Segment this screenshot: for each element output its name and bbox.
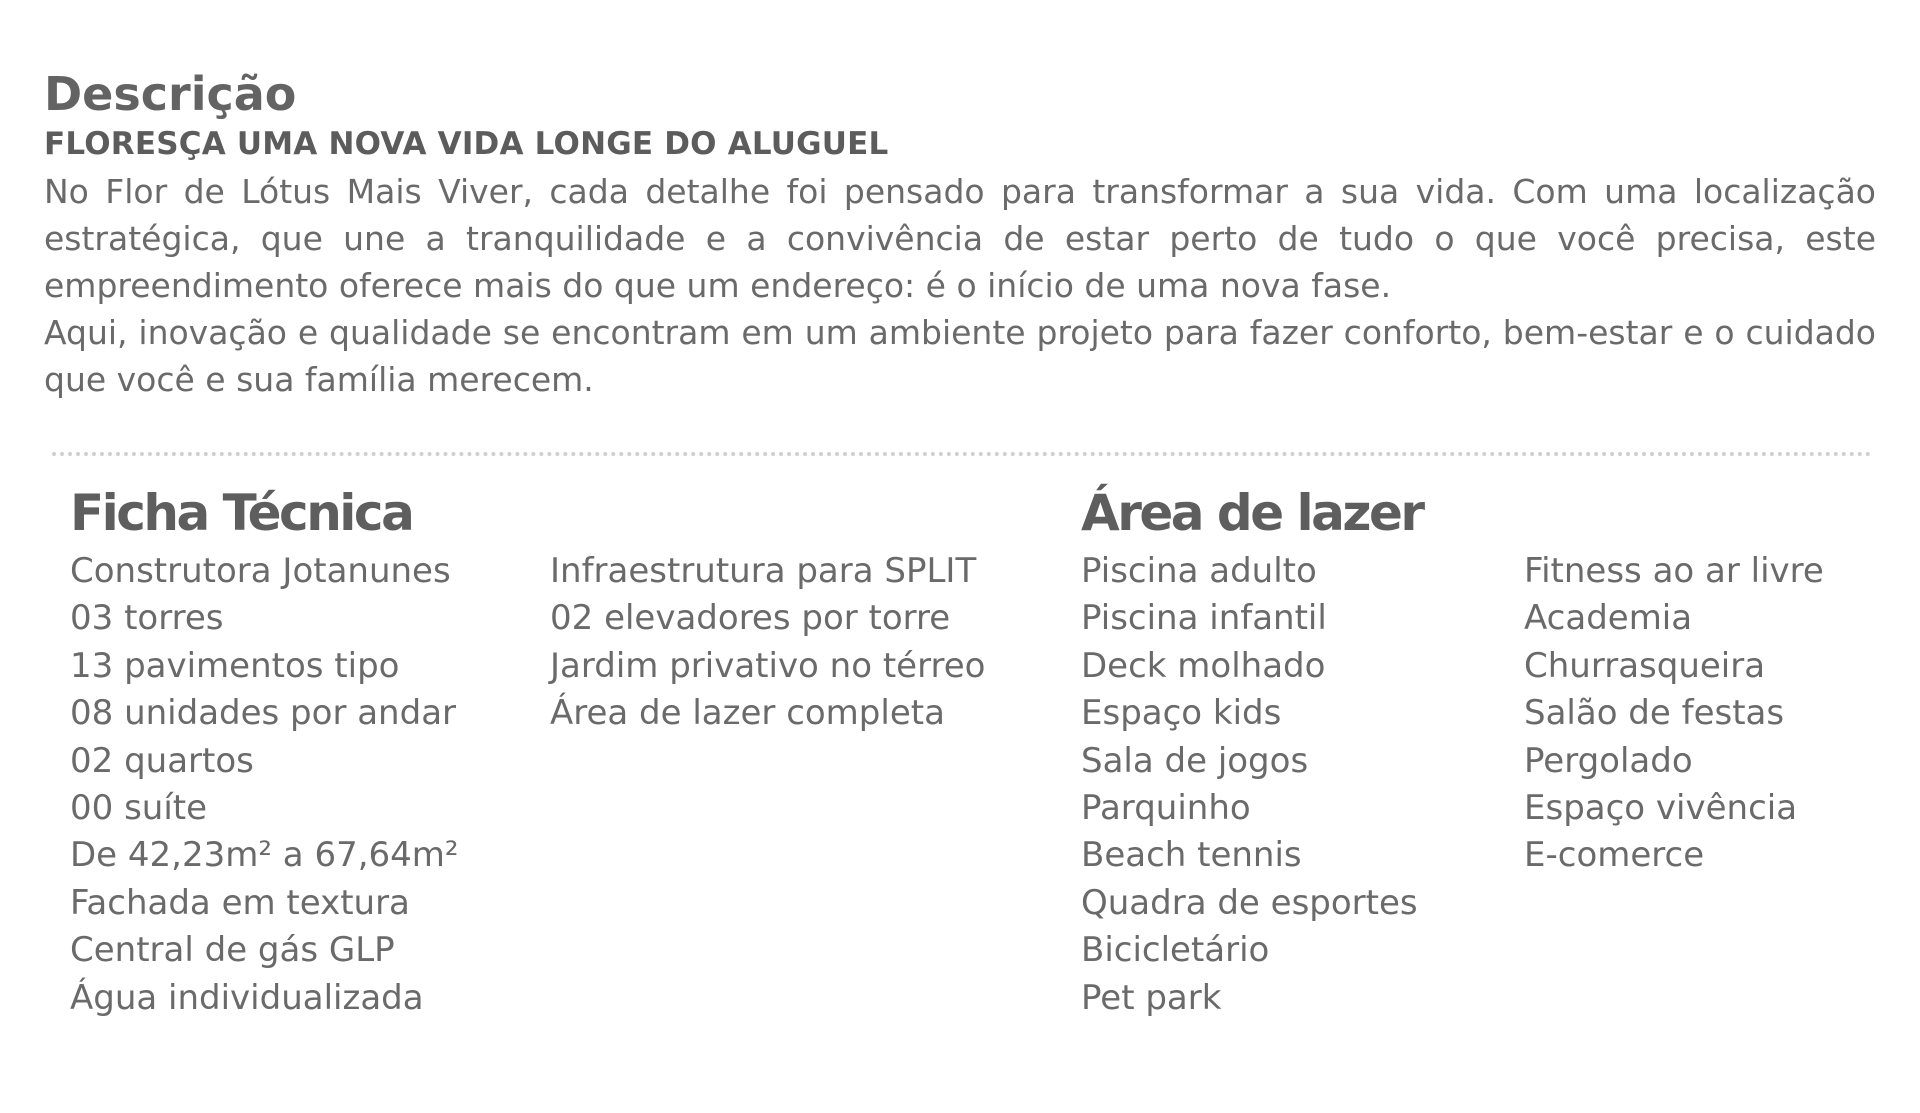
ficha-tecnica-column-1 (70, 478, 459, 1022)
list-item: Deck molhado (1081, 645, 1326, 686)
ficha-tecnica-list (550, 548, 985, 738)
description-title: Descrição (44, 67, 297, 121)
list-item: Churrasqueira (1524, 645, 1766, 686)
list-item: Piscina infantil (1081, 598, 1327, 639)
list-item: Infraestrutura para SPLIT (550, 551, 977, 591)
list-item: 00 suíte (70, 788, 208, 829)
list-item: Espaço kids (1081, 693, 1282, 734)
list-item: Pergolado (1524, 740, 1693, 781)
area-lazer-title: Área de lazer (1081, 484, 1423, 542)
list-item: 13 pavimentos tipo (70, 645, 400, 686)
list-item: Jardim privativo no térreo (550, 645, 986, 686)
list-item: Pet park (1081, 977, 1222, 1018)
description-section (44, 64, 1876, 403)
list-item: 03 torres (70, 598, 224, 639)
description-paragraph: Aqui, inovação e qualidade se encontram em um ambiente projeto para fazer conforto, bem-estar e o cuidado que você e sua família merecem. (44, 313, 1876, 399)
list-item: Academia (1524, 598, 1693, 639)
area-lazer-list (1524, 548, 1824, 880)
list-item: Fachada em textura (70, 882, 410, 923)
ficha-tecnica-title: Ficha Técnica (70, 484, 413, 542)
list-item: Bicicletário (1081, 930, 1270, 971)
list-item: Quadra de esportes (1081, 882, 1418, 923)
area-lazer-column-1 (1081, 478, 1423, 1022)
list-item: 02 elevadores por torre (550, 598, 951, 639)
list-item: Água individualizada (70, 977, 424, 1018)
description-subtitle: FLORESÇA UMA NOVA VIDA LONGE DO ALUGUEL (44, 126, 889, 162)
list-item: Beach tennis (1081, 835, 1302, 876)
list-item: Sala de jogos (1081, 740, 1309, 781)
ficha-tecnica-list (70, 548, 459, 1022)
ficha-tecnica-column-2 (550, 478, 985, 738)
list-item: Área de lazer completa (550, 693, 945, 734)
list-item: 02 quartos (70, 740, 254, 781)
list-item: Salão de festas (1524, 693, 1785, 734)
list-item: 08 unidades por andar (70, 693, 457, 734)
description-paragraph: No Flor de Lótus Mais Viver, cada detalhe foi pensado para transformar a sua vida. Com uma localização estratégica, que une a tranquilidade e a convivência de estar perto de tudo o que você precisa, este empreendimento oferece mais do que um endereço: é o início de uma nova fase. (44, 172, 1876, 305)
area-lazer-column-2 (1524, 478, 1824, 880)
list-item: Central de gás GLP (70, 930, 395, 971)
list-item: Piscina adulto (1081, 551, 1317, 591)
list-item: Construtora Jotanunes (70, 551, 451, 591)
list-item: De 42,23m² a 67,64m² (70, 835, 459, 876)
list-item: Espaço vivência (1524, 788, 1798, 829)
list-item: Parquinho (1081, 788, 1251, 829)
area-lazer-list (1081, 548, 1423, 1022)
list-item: Fitness ao ar livre (1524, 551, 1824, 591)
dotted-divider (52, 452, 1872, 456)
list-item: E-comerce (1524, 835, 1705, 876)
